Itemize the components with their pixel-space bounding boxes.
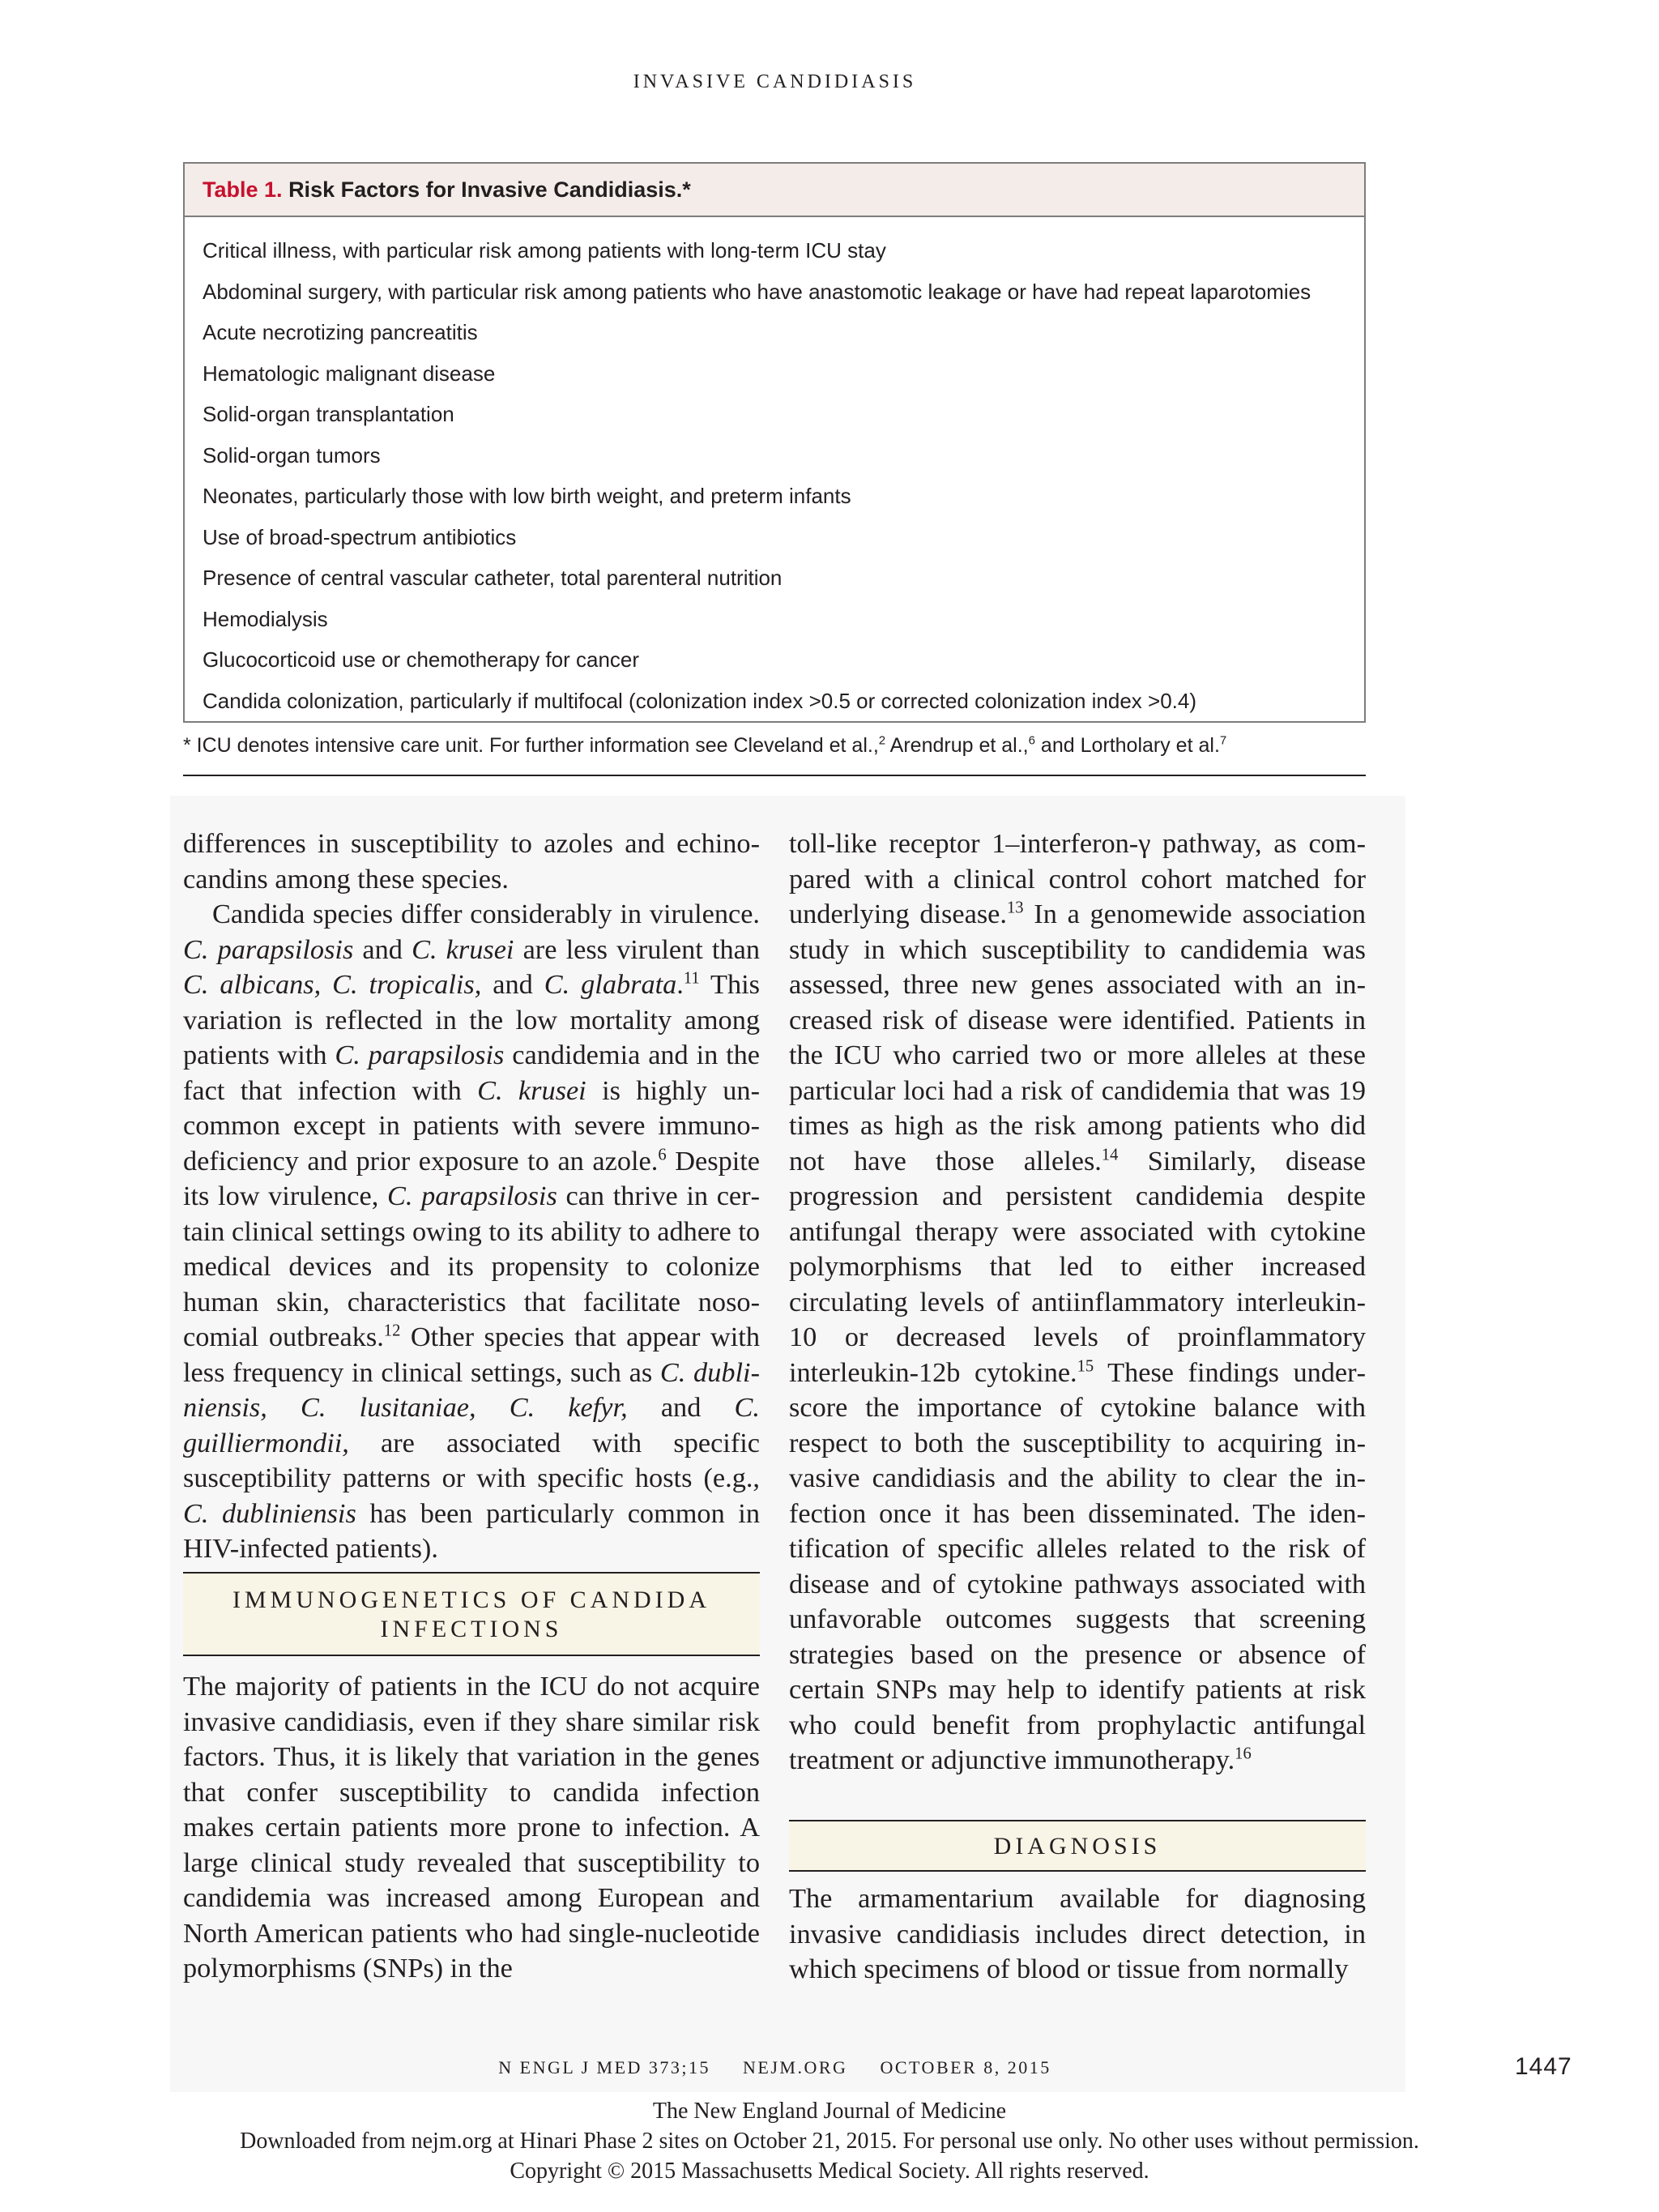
issue-date: OCTOBER 8, 2015 <box>880 2057 1051 2077</box>
table-row: Presence of central vascular catheter, total parenteral nutrition <box>203 566 783 590</box>
running-head: INVASIVE CANDIDIASIS <box>633 71 917 92</box>
journal-name: The New England Journal of Medicine <box>652 2099 1007 2124</box>
risk-factors-table <box>183 162 1366 723</box>
table-footnote: * ICU denotes intensive care unit. For further information see Cleveland et al.,$^2$ Arendrup et al.,$^6$ and Lortholary et al.$^7$ <box>183 733 1227 757</box>
section-heading-diagnosis: DIAGNOSIS <box>789 1820 1366 1872</box>
right-column-text-lower: The armamentarium available for diagnosing invasive candidiasis includes direct detection, in which specimens of blood or tissue from normally <box>789 1883 1366 1984</box>
table-row: Critical illness, with particular risk among patients with long-term ICU stay <box>203 238 886 263</box>
table-body <box>185 217 1364 721</box>
table-row: Abdominal surgery, with particular risk among patients who have anastomotic leakage or have had repeat laparotomies <box>203 279 1311 304</box>
download-notice: Downloaded from nejm.org at Hinari Phase 2 sites on October 21, 2015. For personal use only. No other uses without permission. <box>240 2129 1419 2154</box>
journal-site: NEJM.ORG <box>743 2057 848 2077</box>
table-row: Acute necrotizing pancreatitis <box>203 320 478 344</box>
table-row: Solid-organ tumors <box>203 442 381 468</box>
table-row: Hemodialysis <box>203 606 328 631</box>
journal-footer <box>0 2057 1550 2078</box>
right-column-text: toll-like receptor 1–interferon-γ pathway, as compared with a clinical control cohort matched for underlying disease.$^{13}$ In a genomewide association study in which susceptibility to candidemia was assessed, three new genes associated with an increased risk of disease were identified. Patients in the ICU who carried two or more alleles at these particular loci had a risk of candidemia that was 19 times as high as the risk among patients who did not have those alleles.$^{14}$ Similarly, disease progression and persistent candidemia despite antifungal therapy were associated with cytokine polymorphisms that led to either increased circulating levels of antiinflammatory interleukin-10 or decreased levels of proinflammatory interleukin-12b cytokine.$^{15}$ These findings underscore the importance of cytokine balance with respect to both the susceptibility to acquiring invasive candidiasis and the ability to clear the infection once it has been disseminated. The identification of specific alleles related to the risk of disease and of cytokine pathways associated with unfavorable outcomes suggests that screening strategies based on the presence or absence of certain SNPs may help to identify patients at risk who could benefit from prophylactic antifungal treatment or adjunctive immunotherapy.$^{16}$ <box>789 828 1367 1775</box>
table-row: Candida colonization, particularly if multifocal (colonization index >0.5 or corrected colonization index >0.4) <box>203 688 1197 713</box>
left-column-text: differences in susceptibility to azoles and echinocandins among these species. Candida species differ considerably in virulence. C. parapsilosis and C. krusei are less virulent than C. albicans, C. tropicalis, and C. glabrata.$^{11}$ This variation is reflected in the low mortality among patients with C. parapsilosis candidemia and in the fact that infection with C. krusei is highly uncommon except in patients with severe immunodeficiency and prior exposure to an azole.$^6$ Despite its low virulence, C. parapsilosis can thrive in certain clinical settings owing to its ability to adhere to medical devices and its propensity to colonize human skin, characteristics that facilitate nosocomial outbreaks.$^{12}$ Other species that appear with less frequency in clinical settings, such as C. dubliniensis, C. lusitaniae, C. kefyr, and C. guilliermondii, are associated with specific susceptibility patterns or with specific hosts (e.g., C. dubliniensis has been particularly common in HIV-infected patients). <box>183 828 761 1564</box>
table-row: Solid-organ transplantation <box>203 402 454 426</box>
footnote-rule <box>183 775 1366 776</box>
table-row: Glucocorticoid use or chemotherapy for cancer <box>203 647 640 672</box>
copyright-notice: Copyright © 2015 Massachusetts Medical Society. All rights reserved. <box>510 2159 1149 2184</box>
table-header <box>185 164 1364 217</box>
journal-reference: N ENGL J MED 373;15 <box>498 2057 711 2077</box>
table-row: Hematologic malignant disease <box>203 361 496 386</box>
table-label: Table 1. <box>203 177 283 202</box>
page-number: 1447 <box>1515 2053 1572 2080</box>
section-heading-immunogenetics: IMMUNOGENETICS OF CANDIDA INFECTIONS <box>183 1572 760 1656</box>
table-row: Neonates, particularly those with low birth weight, and preterm infants <box>203 484 851 508</box>
table-row: Use of broad-spectrum antibiotics <box>203 524 517 549</box>
left-column-text-lower: The majority of patients in the ICU do not acquire invasive candidiasis, even if they share similar risk factors. Thus, it is likely that variation in the genes that confer susceptibility to candida infection makes certain patients more prone to infection. A large clinical study revealed that susceptibility to candidemia was increased among European and North American patients who had single-nucleotide polymorphisms (SNPs) in the <box>183 1671 760 1984</box>
table-title: Risk Factors for Invasive Candidiasis.* <box>288 177 691 202</box>
